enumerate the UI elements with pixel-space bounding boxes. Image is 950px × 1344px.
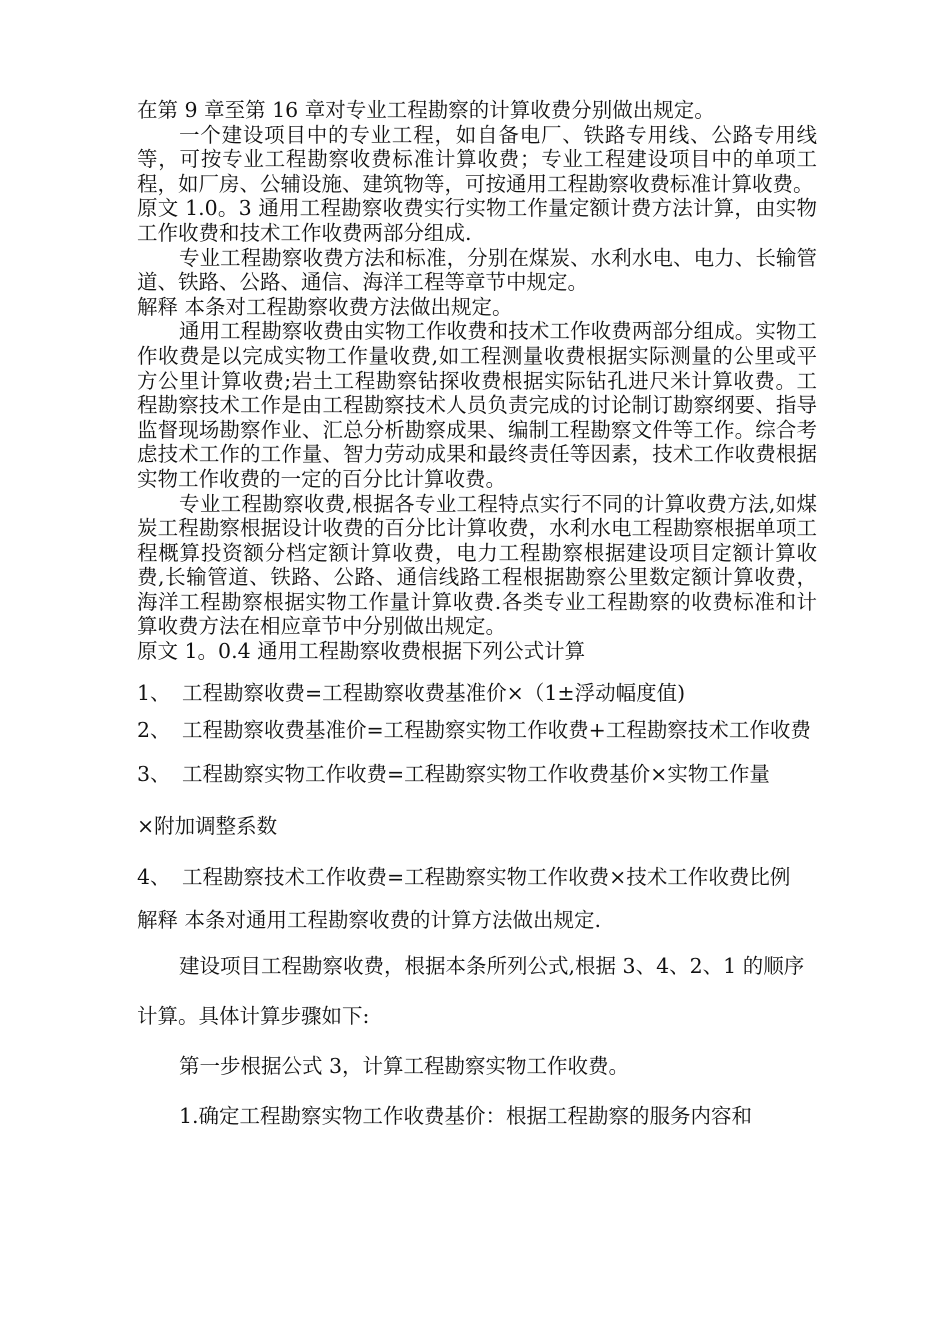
document-page (137, 98, 817, 1141)
paragraph: 第一步根据公式 3，计算工程勘察实物工作收费。 (179, 1053, 630, 1078)
formula-text: 工程勘察收费基准价=工程勘察实物工作收费+工程勘察技术工作收费 (182, 717, 811, 742)
paragraph-original-text: 原文 1.0。3 通用工程勘察收费实行实物工作量定额计费方法计算，由实物工作收费和技术工作收费两部分组成. (137, 196, 817, 245)
formula-number: 1、 (137, 680, 171, 705)
formula-text: 工程勘察收费=工程勘察收费基准价×（1±浮动幅度值) (182, 680, 686, 705)
paragraph: 在第 9 章至第 16 章对专业工程勘察的计算收费分别做出规定。 (137, 98, 715, 122)
paragraph: 1.确定工程勘察实物工作收费基价：根据工程勘察的服务内容和 (179, 1103, 753, 1128)
paragraph: 专业工程勘察收费,根据各专业工程特点实行不同的计算收费方法,如煤炭工程勘察根据设计收费的百分比计算收费，水利水电工程勘察根据单项工程概算投资额分档定额计算收费，电力工程勘察根据建设项目定额计算收费,长输管道、铁路、公路、通信线路工程根据勘察公里数定额计算收费，海洋工程勘察根据实物工作量计算收费.各类专业工程勘察的收费标准和计算收费方法在相应章节中分别做出规定。 (137, 491, 817, 639)
formula-continuation: ×附加调整系数 (137, 813, 278, 838)
paragraph-original-text: 原文 1。0.4 通用工程勘察收费根据下列公式计算 (137, 639, 586, 664)
formula-item (137, 718, 817, 743)
paragraph-explanation: 解释 本条对通用工程勘察收费的计算方法做出规定. (137, 907, 602, 932)
formula-number: 2、 (137, 717, 171, 742)
formula-text: 工程勘察技术工作收费=工程勘察实物工作收费×技术工作收费比例 (182, 864, 791, 889)
formula-number: 4、 (137, 864, 171, 889)
formula-item (137, 759, 817, 789)
paragraph: 一个建设项目中的专业工程，如自备电厂、铁路专用线、公路专用线等，可按专业工程勘察收费标准计算收费；专业工程建设项目中的单项工程，如厂房、公辅设施、建筑物等，可按通用工程勘察收费标准计算收费。 (137, 122, 817, 196)
paragraph: 专业工程勘察收费方法和标准，分别在煤炭、水利水电、电力、长输管道、铁路、公路、通信、海洋工程等章节中规定。 (137, 245, 817, 295)
formula-text: 工程勘察实物工作收费=工程勘察实物工作收费基价×实物工作量 (182, 761, 770, 786)
formula-item (137, 678, 817, 708)
paragraph: 建设项目工程勘察收费，根据本条所列公式,根据 3、4、2、1 的顺序计算。具体计算步骤如下: (137, 953, 805, 1028)
formula-item (137, 863, 817, 891)
formula-number: 3、 (137, 761, 171, 786)
paragraph-explanation: 解释 本条对工程勘察收费方法做出规定。 (137, 294, 513, 319)
paragraph: 通用工程勘察收费由实物工作收费和技术工作收费两部分组成。实物工作收费是以完成实物工作量收费,如工程测量收费根据实际测量的公里或平方公里计算收费;岩土工程勘察钻探收费根据实际钻孔进尺米计算收费。工程勘察技术工作是由工程勘察技术人员负责完成的讨论制订勘察纲要、指导监督现场勘察作业、汇总分析勘察成果、编制工程勘察文件等工作。综合考虑技术工作的工作量、智力劳动成果和最终责任等因素，技术工作收费根据实物工作收费的一定的百分比计算收费。 (137, 319, 817, 491)
